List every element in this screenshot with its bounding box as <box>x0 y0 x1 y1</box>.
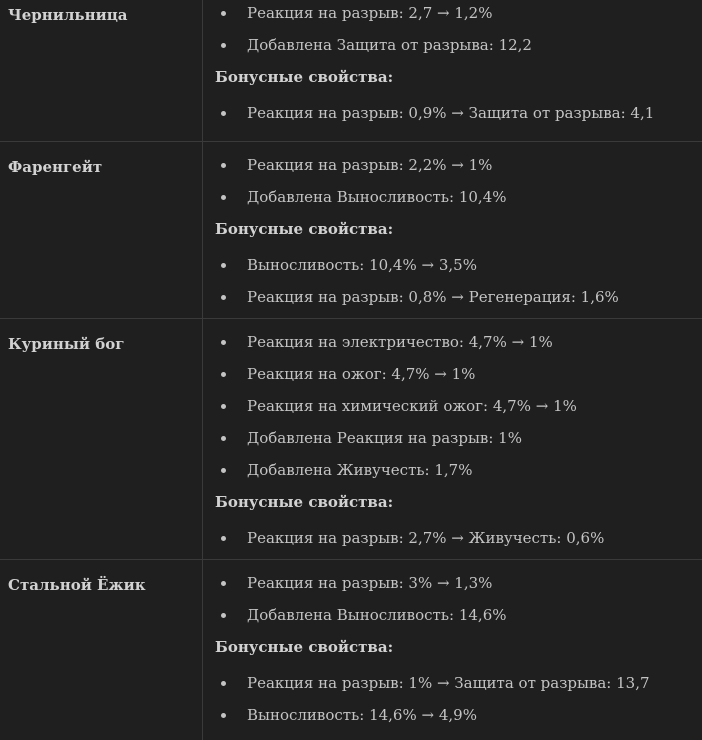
list-item: Добавлена Выносливость: 10,4% <box>215 188 702 206</box>
list-item: Реакция на разрыв: 3% → 1,3% <box>215 574 702 592</box>
bonus-title: Бонусные свойства: <box>215 68 394 86</box>
list-item: Реакция на разрыв: 2,2% → 1% <box>215 156 702 174</box>
list-item: Реакция на разрыв: 2,7% → Живучесть: 0,6% <box>215 529 702 547</box>
list-item: Добавлена Живучесть: 1,7% <box>215 461 702 479</box>
stats-list <box>215 4 702 54</box>
artifact-properties <box>203 560 702 740</box>
artifact-properties <box>203 319 702 559</box>
list-item: Добавлена Защита от разрыва: 12,2 <box>215 36 702 54</box>
artifact-name: Куриный бог <box>0 319 203 559</box>
list-item: Добавлена Выносливость: 14,6% <box>215 606 702 624</box>
bonus-list <box>215 529 702 547</box>
bonus-title: Бонусные свойства: <box>215 638 394 656</box>
table-row <box>0 0 702 142</box>
list-item: Реакция на электричество: 4,7% → 1% <box>215 333 702 351</box>
stats-list <box>215 333 702 479</box>
table-row <box>0 319 702 560</box>
artifact-properties <box>203 0 702 141</box>
table-row <box>0 142 702 319</box>
bonus-list <box>215 256 702 306</box>
bonus-list <box>215 104 702 122</box>
artifact-name: Фаренгейт <box>0 142 203 318</box>
list-item: Добавлена Реакция на разрыв: 1% <box>215 429 702 447</box>
bonus-title: Бонусные свойства: <box>215 493 394 511</box>
artifact-name: Стальной Ёжик <box>0 560 203 740</box>
bonus-title: Бонусные свойства: <box>215 220 394 238</box>
list-item: Реакция на разрыв: 1% → Защита от разрыва: 13,7 <box>215 674 702 692</box>
stats-list <box>215 156 702 206</box>
table-row <box>0 560 702 740</box>
artifact-properties <box>203 142 702 318</box>
list-item: Реакция на ожог: 4,7% → 1% <box>215 365 702 383</box>
list-item: Реакция на химический ожог: 4,7% → 1% <box>215 397 702 415</box>
stats-list <box>215 574 702 624</box>
artifact-name: Чернильница <box>0 0 203 141</box>
list-item: Реакция на разрыв: 2,7 → 1,2% <box>215 4 702 22</box>
bonus-list <box>215 674 702 724</box>
list-item: Реакция на разрыв: 0,8% → Регенерация: 1,6% <box>215 288 702 306</box>
list-item: Реакция на разрыв: 0,9% → Защита от разрыва: 4,1 <box>215 104 702 122</box>
list-item: Выносливость: 14,6% → 4,9% <box>215 706 702 724</box>
list-item: Выносливость: 10,4% → 3,5% <box>215 256 702 274</box>
